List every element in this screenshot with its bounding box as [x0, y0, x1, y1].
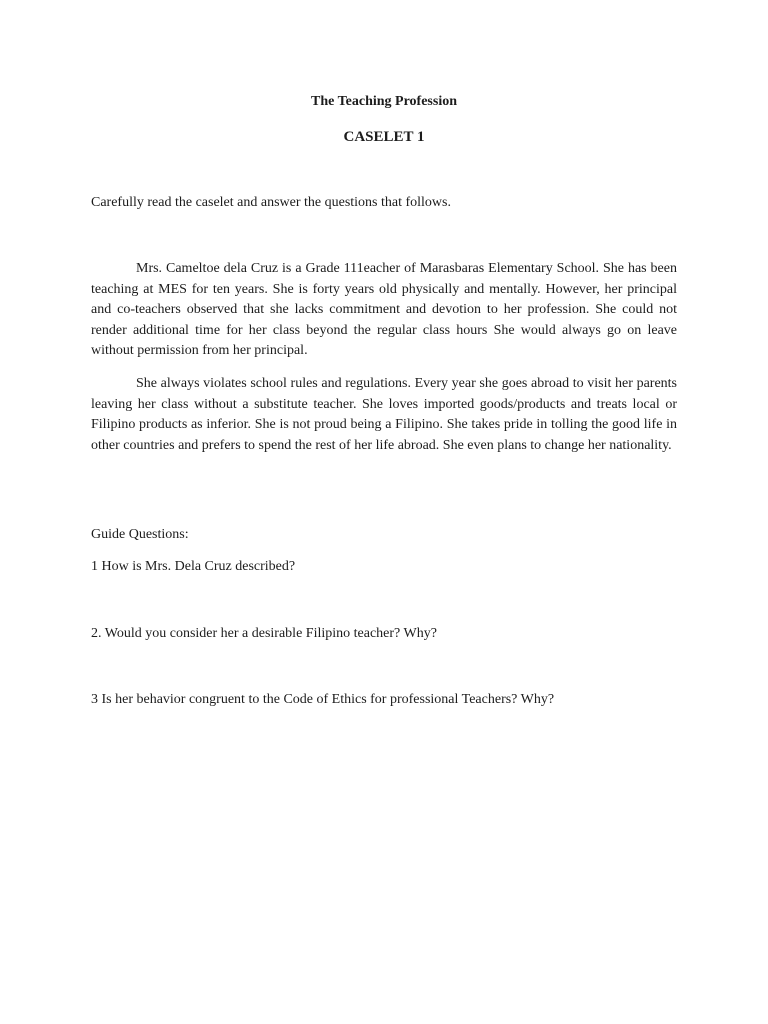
question-1: 1 How is Mrs. Dela Cruz described? [91, 559, 296, 574]
caselet-paragraph-2: She always violates school rules and regulations. Every year she goes abroad to visit her parents leaving her class without a substitute teacher. She loves imported goods/products and treats local or Filipino products as inferior. She is not proud being a Filipino. She takes pride in tolling the good life in other countries and prefers to spend the rest of her life abroad. She even plans to change her nationality. [91, 376, 677, 453]
question-3: 3 Is her behavior congruent to the Code of Ethics for professional Teachers? Why? [91, 692, 555, 707]
question-2: 2. Would you consider her a desirable Filipino teacher? Why? [91, 626, 437, 641]
instruction-text: Carefully read the caselet and answer the questions that follows. [91, 195, 451, 210]
caselet-paragraph-1: Mrs. Cameltoe dela Cruz is a Grade 111eacher of Marasbaras Elementary School. She has been teaching at MES for ten years. She is forty years old physically and mentally. However, her principal and co-teachers observed that she lacks commitment and devotion to her profession. She could not render additional time for her class beyond the regular class hours She would always go on leave without permission from her principal. [91, 261, 677, 358]
document-title: The Teaching Profession [311, 94, 457, 109]
caselet-heading: CASELET 1 [343, 129, 425, 145]
guide-questions-heading: Guide Questions: [91, 527, 189, 542]
